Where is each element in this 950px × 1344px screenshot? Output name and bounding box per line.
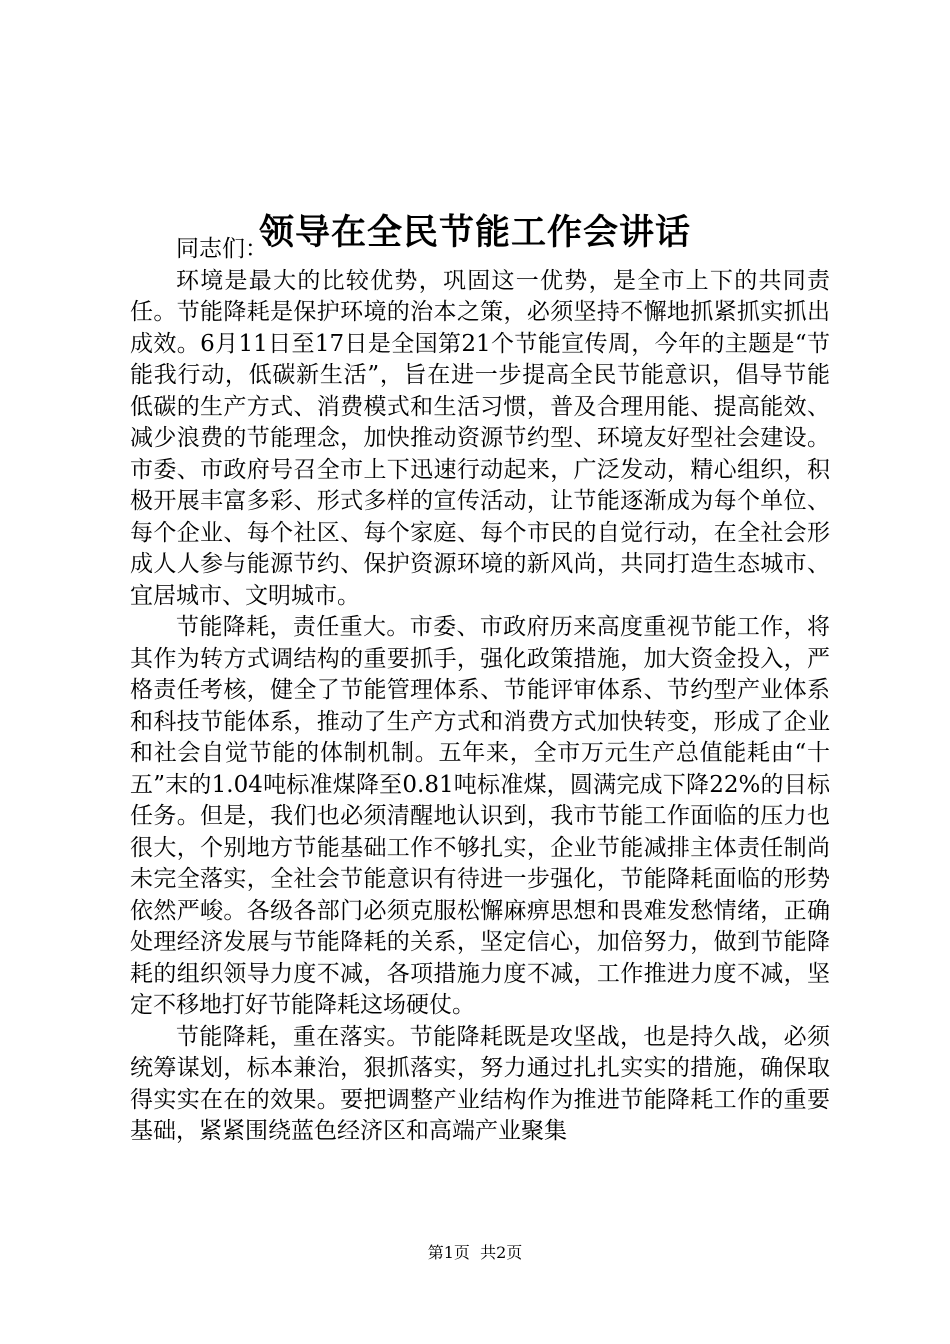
page-number: 第1页 bbox=[427, 1243, 470, 1262]
paragraph-2: 节能降耗，责任重大。市委、市政府历来高度重视节能工作，将其作为转方式调结构的重要抓手，强化政策措施，加大资金投入，严格责任考核，健全了节能管理体系、节能评审体系、节约型产业体系和科技节能体系，推动了生产方式和消费方式加快转变，形成了企业和社会自觉节能的体制机制。五年来，全市万元生产总值能耗由“十五”末的1.04吨标准煤降至0.81吨标准煤，圆满完成下降22%的目标任务。但是，我们也必须清醒地认识到，我市节能工作面临的压力也很大，个别地方节能基础工作不够扎实，企业节能减排主体责任制尚未完全落实，全社会节能意识有待进一步强化，节能降耗面临的形势依然严峻。各级各部门必须克服松懈麻痹思想和畏难发愁情绪，正确处理经济发展与节能降耗的关系，坚定信心，加倍努力，做到节能降耗的组织领导力度不减，各项措施力度不减，工作推进力度不减，坚定不移地打好节能降耗这场硬仗。 bbox=[130, 614, 830, 1018]
page-total: 共2页 bbox=[480, 1243, 523, 1262]
document-body bbox=[130, 234, 830, 1148]
document-title: 领导在全民节能工作会讲话 bbox=[258, 212, 691, 254]
paragraph-1: 环境是最大的比较优势，巩固这一优势，是全市上下的共同责任。节能降耗是保护环境的治本之策，必须坚持不懈地抓紧抓实抓出成效。6月11日至17日是全国第21个节能宣传周，今年的主题是“节能我行动，低碳新生活”，旨在进一步提高全民节能意识，倡导节能低碳的生产方式、消费模式和生活习惯，普及合理用能、提高能效、减少浪费的节能理念，加快推动资源节约型、环境友好型社会建设。市委、市政府号召全市上下迅速行动起来，广泛发动，精心组织，积极开展丰富多彩、形式多样的宣传活动，让节能逐渐成为每个单位、每个企业、每个社区、每个家庭、每个市民的自觉行动，在全社会形成人人参与能源节约、保护资源环境的新风尚，共同打造生态城市、宜居城市、文明城市。 bbox=[130, 267, 830, 609]
salutation: 同志们： bbox=[176, 236, 268, 262]
paragraph-3: 节能降耗，重在落实。节能降耗既是攻坚战，也是持久战，必须统筹谋划，标本兼治，狠抓落实，努力通过扎扎实实的措施，确保取得实实在在的效果。要把调整产业结构作为推进节能降耗工作的重要基础，紧紧围绕蓝色经济区和高端产业聚集 bbox=[130, 1023, 830, 1144]
footer-spacer bbox=[470, 1243, 480, 1262]
page-footer bbox=[0, 1242, 950, 1264]
